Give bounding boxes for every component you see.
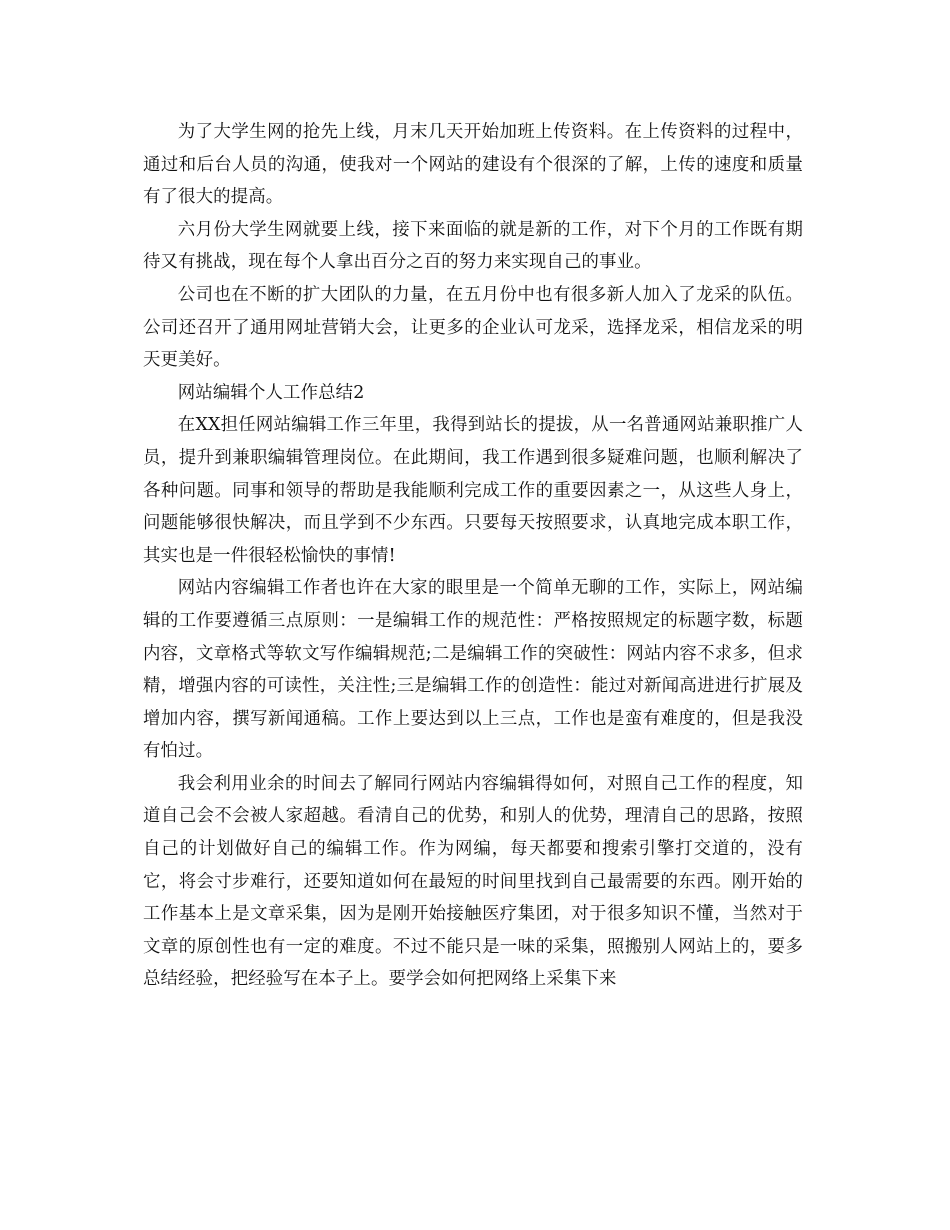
paragraph-team-growth: 公司也在不断的扩大团队的力量，在五月份中也有很多新人加入了龙采的队伍。公司还召开了通用网址营销大会，让更多的企业认可龙采，选择龙采，相信龙采的明天更美好。 bbox=[143, 284, 803, 371]
paragraph-three-years: 在XX担任网站编辑工作三年里，我得到站长的提拔，从一名普通网站兼职推广人员，提升到兼职编辑管理岗位。在此期间，我工作遇到很多疑难问题，也顺利解决了各种问题。同事和领导的帮助是我能顺利完成工作的重要因素之一，从这些人身上，问题能够很快解决，而且学到不少东西。只要每天按照要求，认真地完成本职工作，其实也是一件很轻松愉快的事情! bbox=[143, 415, 803, 566]
section-heading: 网站编辑个人工作总结2 bbox=[177, 382, 365, 403]
paragraph-upload-work: 为了大学生网的抢先上线，月末几天开始加班上传资料。在上传资料的过程中，通过和后台人员的沟通，使我对一个网站的建设有个很深的了解，上传的速度和质量有了很大的提高。 bbox=[143, 122, 803, 208]
paragraph-spare-time-learning: 我会利用业余的时间去了解同行网站内容编辑得如何，对照自己工作的程度，知道自己会不会被人家超越。看清自己的优势，和别人的优势，理清自己的思路，按照自己的计划做好自己的编辑工作。作为网编，每天都要和搜索引擎打交道的，没有它，将会寸步难行，还要知道如何在最短的时间里找到自己最需要的东西。刚开始的工作基本上是文章采集，因为是刚开始接触医疗集团，对于很多知识不懂，当然对于文章的原创性也有一定的难度。不过不能只是一味的采集，照搬别人网站上的，要多总结经验，把经验写在本子上。要学会如何把网络上采集下来 bbox=[143, 773, 803, 990]
document-body bbox=[143, 116, 803, 996]
paragraph-three-principles: 网站内容编辑工作者也许在大家的眼里是一个简单无聊的工作，实际上，网站编辑的工作要遵循三点原则：一是编辑工作的规范性：严格按照规定的标题字数，标题内容，文章格式等软文写作编辑规范;二是编辑工作的突破性：网站内容不求多，但求精，增强内容的可读性，关注性;三是编辑工作的创造性：能过对新闻高进进行扩展及增加内容，撰写新闻通稿。工作上要达到以上三点，工作也是蛮有难度的，但是我没有怕过。 bbox=[143, 578, 803, 762]
paragraph-june-launch: 六月份大学生网就要上线，接下来面临的就是新的工作，对下个月的工作既有期待又有挑战，现在每个人拿出百分之百的努力来实现自己的事业。 bbox=[143, 219, 803, 273]
